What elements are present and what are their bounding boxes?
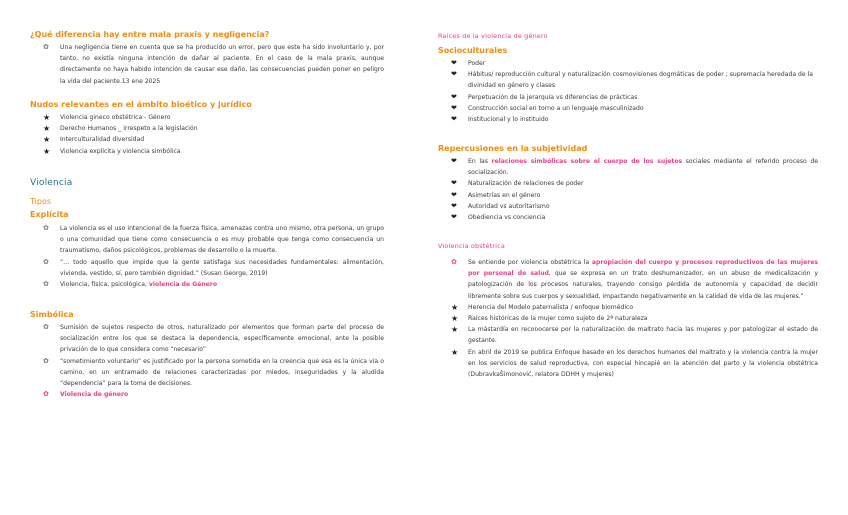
flower-icon: ✿ (451, 258, 457, 266)
list-repercusiones (438, 156, 818, 223)
list-item (438, 190, 818, 201)
heart-icon: ❤ (451, 92, 457, 101)
list-item (30, 257, 384, 279)
list-item (30, 389, 384, 400)
list-mala-praxis (30, 42, 384, 87)
heart-icon: ❤ (451, 179, 457, 188)
list-item (30, 123, 384, 134)
list-item-text: Hábitus/ reproducción cultural y naturalización cosmovisiones dogmáticas de poder ; supremacía heredada de la divinidad en género y clases (468, 71, 813, 90)
list-item-text: Se entiende por violencia obstétrica la (468, 259, 592, 266)
star-icon: ★ (43, 146, 51, 156)
emphasis-text: violencia de Género (148, 281, 217, 289)
emphasis-text: relaciones simbólicas sobre el cuerpo de los sujetos (491, 158, 683, 165)
list-item (438, 313, 818, 324)
heading-nudos: Nudos relevantes en el ámbito bioético y jurídico (30, 100, 252, 109)
heart-icon: ❤ (451, 103, 457, 112)
list-item-text: La violencia es el uso intencional de la fuerza física, amenazas contra uno mismo, otra persona, un grupo o una comunidad que tiene como consecuencia o es muy probable que tenga como consecuencia un traumatismo, daños psicológicos, problemas de desarrollo o la muerte. (60, 225, 384, 255)
list-item-text: , que se expresa en un trato deshumanizador, en un abuso de medicalización y patologización de los procesos naturales, trayendo consigo pérdida de autonomía y capacidad de decidir libremente sobre sus cuerpos y sexualidad, impactando negativamente en la calidad de vida de las mujeres.” (468, 270, 818, 300)
heading-violencia-obstetrica: Violencia obstétrica (438, 242, 505, 250)
list-socioculturales (438, 58, 818, 125)
heart-icon: ❤ (451, 157, 457, 165)
list-item-text: Naturalización de relaciones de poder (468, 180, 584, 188)
heart-icon: ❤ (451, 59, 457, 67)
list-item (30, 356, 384, 390)
flower-icon: ✿ (43, 356, 49, 365)
list-item-text: Poder (468, 60, 486, 67)
list-item-text: Violencia explícita y violencia simbólica (60, 147, 181, 155)
star-icon: ★ (43, 113, 51, 122)
emphasis-text: Violencia de género (60, 391, 129, 399)
star-icon: ★ (451, 347, 459, 357)
list-item-text: Violencia, física, psicológica, (60, 281, 149, 289)
list-item (438, 58, 818, 69)
list-item-text: Violencia gineco obstétrica - Género (60, 114, 171, 121)
heading-violencia: Violencia (30, 178, 73, 188)
star-icon: ★ (43, 135, 51, 145)
list-item (438, 257, 818, 302)
emphasis-text: apropiación del cuerpo y procesos reproductivos de las mujeres por personal de salud (468, 259, 818, 278)
list-item (30, 134, 384, 145)
heading-mala-praxis: ¿Qué diferencia hay entre mala praxis y negligencia? (30, 30, 270, 39)
list-item (30, 112, 384, 123)
flower-icon: ✿ (43, 257, 49, 266)
list-item-text: Derecho Humanos _ irrespeto a la legislación (60, 125, 198, 133)
list-explicita (30, 223, 384, 290)
heading-socioculturales: Socioculturales (438, 46, 508, 55)
list-violencia-obstetrica (438, 257, 818, 380)
list-item (438, 69, 818, 91)
list-item (30, 146, 384, 157)
list-item (438, 103, 818, 114)
flower-icon: ✿ (43, 390, 49, 399)
star-icon: ★ (451, 325, 459, 335)
list-item-text: Una negligencia tiene en cuenta que se ha producido un error, pero que este ha sido involuntario y, por tanto, no existía ninguna intención de dañar al paciente. En el caso de la mala praxis, aunque directamente no haya habido intención de causar ese daño, las consecuencias pueden poner en peligro la vida del paciente.13 ene 2025 (60, 44, 384, 85)
list-item-text: “… todo aquello que impide que la gente satisfaga sus necesidades fundamentales: alimentación, vivienda, vestido, sí, pero también dignidad.” (Susan George, 2019) (60, 258, 384, 277)
flower-icon: ✿ (43, 323, 49, 331)
list-item (438, 324, 818, 346)
star-icon: ★ (43, 124, 51, 134)
list-item-text: “sometimiento voluntario” es justificado por la persona sometida en la creencia que esa es la única vía o camino, en un entramado de relaciones caracterizadas por miedos, inseguridades y la aludida “dependencia” para la toma de decisiones. (60, 357, 384, 388)
flower-icon: ✿ (43, 224, 49, 232)
list-item-text: Construcción social en torno a un lenguaje masculinizado (468, 104, 644, 112)
list-item (438, 156, 818, 178)
list-item-text: Raíces históricas de la mujer como sujeto de 2ª naturaleza (468, 315, 648, 323)
list-item (438, 302, 818, 313)
heart-icon: ❤ (451, 213, 457, 222)
star-icon: ★ (451, 314, 459, 324)
list-item (438, 178, 818, 189)
flower-icon: ✿ (43, 43, 49, 51)
list-item-text: Interculturalidad diversidad (60, 136, 145, 144)
list-item (30, 279, 384, 290)
list-item (30, 322, 384, 356)
list-item (438, 347, 818, 381)
list-item-text: Asimetrías en el género (468, 191, 541, 199)
list-item-text: Autoridad vs autoritarismo (468, 202, 550, 210)
list-item-text: Perpetuación de la jerarquía vs diferencias de prácticas (468, 93, 638, 101)
list-item-text: Institucional y lo instituido (468, 116, 549, 124)
flower-icon: ✿ (43, 280, 49, 289)
heart-icon: ❤ (451, 201, 457, 210)
list-item (438, 114, 818, 125)
list-item (438, 201, 818, 212)
list-item-text: En las (468, 158, 492, 165)
heading-tipos: Tipos (30, 197, 52, 206)
heading-raices: Raíces de la violencia de género (438, 32, 548, 40)
list-item-text: En abril de 2019 se publica Enfoque basado en los derechos humanos del maltrato y la violencia contra la mujer en los servicios de salud reproductiva, con especial hincapié en la atención del parto y la violencia obstétrica (DubravkaŠimonović, relatora DDHH y mujeres) (468, 348, 818, 379)
list-item (438, 92, 818, 103)
list-nudos (30, 112, 384, 157)
heart-icon: ❤ (451, 115, 457, 124)
list-item-text: Obediencia vs conciencia (468, 214, 546, 222)
list-item-text: Herencia del Modelo paternalista / enfoque biomédico (468, 303, 634, 311)
list-item (30, 42, 384, 87)
list-item-text: sociales mediante el referido proceso de socialización. (468, 158, 818, 177)
list-item (438, 212, 818, 223)
heading-explicita: Explícita (30, 210, 69, 219)
heading-simbolica: Simbólica (30, 310, 74, 319)
list-item (30, 223, 384, 257)
list-item-text: Sumisión de sujetos respecto de otros, naturalizado por elementos que forman parte del proceso de socialización entre los que se destaca la dependencia, específicamente emocional, ante la posible privación de lo que considera como “necesario” (60, 324, 384, 354)
heart-icon: ❤ (451, 70, 457, 79)
list-item-text: La mástardía en reconocerse por la naturalización de maltrato hacia las mujeres y por patologizar el estado de gestante. (468, 326, 818, 345)
heading-repercusiones: Repercusiones en la subjetividad (438, 144, 588, 153)
star-icon: ★ (451, 302, 459, 312)
list-simbolica (30, 322, 384, 400)
heart-icon: ❤ (451, 190, 457, 199)
